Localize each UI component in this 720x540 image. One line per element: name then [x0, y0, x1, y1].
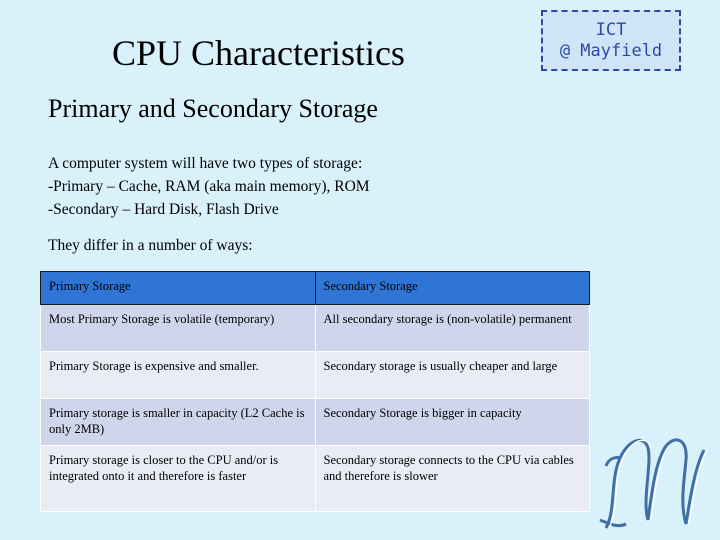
header-secondary-storage: Secondary Storage — [315, 272, 590, 305]
header-primary-storage: Primary Storage — [41, 272, 316, 305]
intro-text — [48, 152, 588, 221]
intro-line: A computer system will have two types of storage: — [48, 155, 363, 172]
table-cell: Primary storage is closer to the CPU and/or is integrated onto it and therefore is faster — [41, 446, 316, 512]
table-row — [41, 305, 590, 352]
table-cell: Secondary storage is usually cheaper and large — [315, 352, 590, 399]
table-row — [41, 446, 590, 512]
table-cell: Primary storage is smaller in capacity (L2 Cache is only 2MB) — [41, 399, 316, 446]
logo-line-2: @ Mayfield — [559, 40, 663, 61]
slide-title: CPU Characteristics — [112, 33, 405, 73]
logo-line-1: ICT — [595, 19, 627, 40]
table-cell: Primary Storage is expensive and smaller. — [41, 352, 316, 399]
table-cell: Secondary storage connects to the CPU via cables and therefore is slower — [315, 446, 590, 512]
school-monogram-m-icon — [596, 420, 714, 536]
table-cell: Most Primary Storage is volatile (temporary) — [41, 305, 316, 352]
intro-line: -Primary – Cache, RAM (aka main memory), ROM — [48, 178, 370, 195]
slide-subtitle: Primary and Secondary Storage — [48, 94, 378, 123]
differ-text: They differ in a number of ways: — [48, 237, 253, 254]
table-cell: All secondary storage is (non-volatile) permanent — [315, 305, 590, 352]
storage-comparison-table — [40, 271, 590, 512]
table-row — [41, 352, 590, 399]
ict-mayfield-logo — [541, 10, 681, 71]
table-row — [41, 399, 590, 446]
table-cell: Secondary Storage is bigger in capacity — [315, 399, 590, 446]
intro-line: -Secondary – Hard Disk, Flash Drive — [48, 201, 279, 218]
table-header-row — [41, 272, 590, 305]
